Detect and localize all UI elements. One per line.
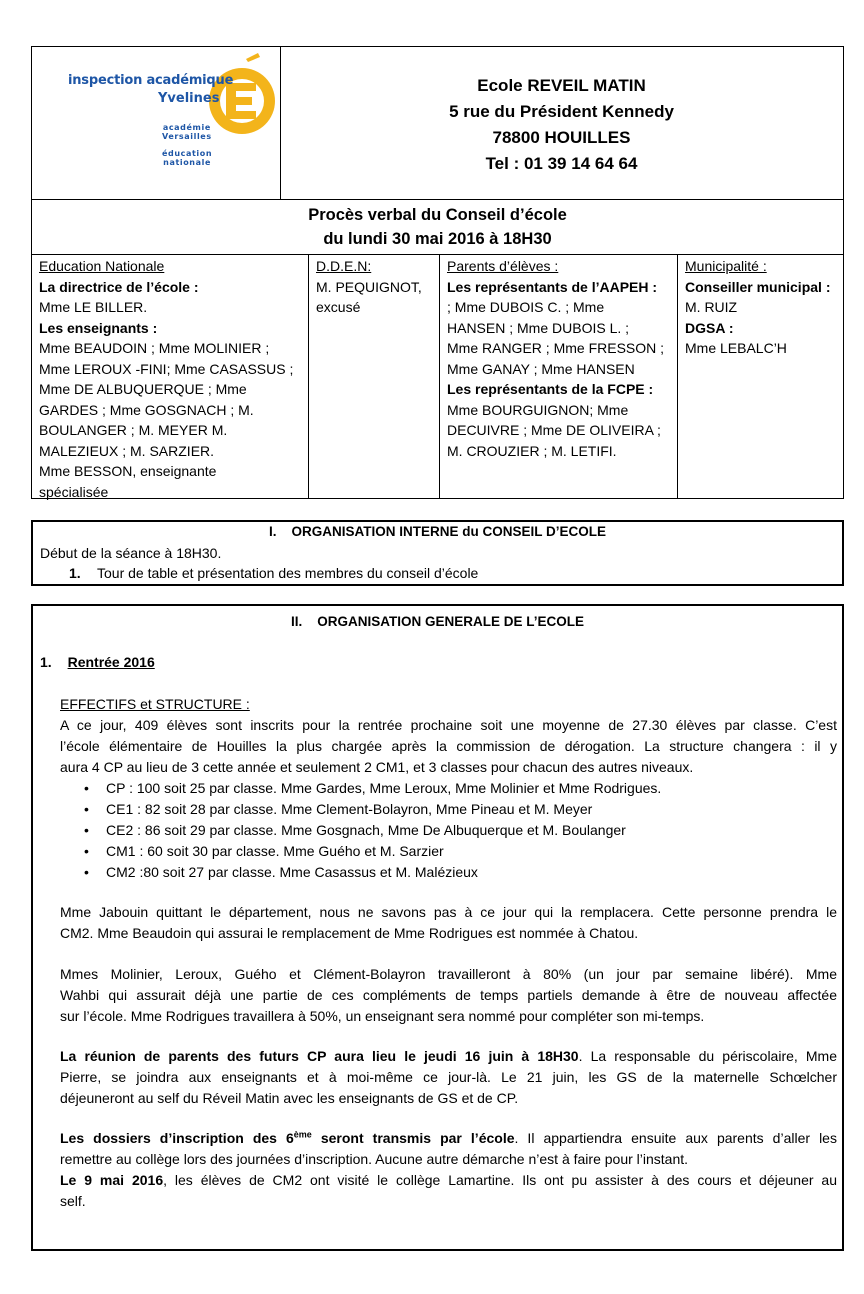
jabouin-paragraph: [60, 902, 837, 944]
directrice-name: Mme LE BILLER.: [39, 299, 148, 315]
enseignants-line: Mme DE ALBUQUERQUE ; Mme: [39, 381, 247, 397]
logo-cell: [32, 47, 281, 199]
enseignants-line: Mme LEROUX -FINI; Mme CASASSUS ;: [39, 360, 294, 377]
ddel-column: [309, 255, 440, 498]
title-line1: Procès verbal du Conseil d’école: [308, 206, 567, 224]
agenda-item: [33, 563, 842, 584]
directrice-label: La directrice de l’école :: [39, 278, 199, 295]
column-heading: D.D.E.N:: [316, 258, 372, 274]
conseiller-label: Conseiller municipal :: [685, 278, 831, 295]
list-item: • CE2 : 86 soit 29 par classe. Mme Gosgnach, Mme De Albuquerque et M. Boulanger: [60, 820, 837, 841]
ddel-line: M. PEQUIGNOT,: [316, 278, 422, 295]
participants-table: [31, 254, 844, 499]
logo-line1: inspection académique: [68, 73, 234, 88]
enseignants-line: Mme BEAUDOIN ; Mme MOLINIER ;: [39, 340, 270, 356]
effectifs-heading: EFFECTIFS et STRUCTURE :: [60, 696, 250, 712]
school-city: 78800 HOUILLES: [492, 128, 631, 147]
list-item: • CM2 :80 soit 27 par classe. Mme Casassus et M. Malézieux: [60, 862, 837, 883]
text-line: self.: [60, 1193, 86, 1209]
dgsa-label: DGSA :: [685, 319, 734, 336]
list-item: • CM1 : 60 soit 30 par classe. Mme Guého et M. Sarzier: [60, 841, 837, 862]
effectifs-block: [60, 694, 837, 883]
school-address: 5 rue du Président Kennedy: [449, 102, 674, 121]
aapeh-line: Mme GANAY ; Mme HANSEN: [447, 360, 635, 377]
reunion-paragraph: [60, 1046, 837, 1109]
text-line: A ce jour, 409 élèves sont inscrits pour la rentrée prochaine soit une moyenne de 27.30 élèves par classe. C’est: [60, 717, 837, 733]
section-organisation-generale: [31, 604, 844, 1251]
aapeh-line: ; Mme DUBOIS C. ; Mme: [447, 299, 605, 315]
text-line: l’école élémentaire de Houilles la plus chargée après la commission de dérogation. La structure changera : il y: [60, 738, 837, 754]
conseiller-name: M. RUIZ: [685, 299, 738, 315]
enseignants-line: GARDES ; Mme GOSGNACH ; M.: [39, 401, 254, 418]
fcpe-label: Les représentants de la FCPE :: [447, 381, 654, 397]
logo-line2: Yvelines: [158, 91, 220, 106]
temps-partiel-paragraph: [60, 964, 837, 1027]
enseignants-line: BOULANGER ; M. MEYER M.: [39, 422, 228, 438]
aapeh-line: HANSEN ; Mme DUBOIS L. ;: [447, 319, 630, 336]
fcpe-line: M. CROUZIER ; M. LETIFI.: [447, 442, 617, 459]
subsection-number: 1.: [40, 654, 52, 670]
column-heading: Education Nationale: [39, 258, 165, 274]
aapeh-label: Les représentants de l’AAPEH :: [447, 278, 658, 295]
dgsa-name: Mme LEBALC’H: [685, 340, 787, 356]
section-organisation-interne: [31, 520, 844, 586]
agenda-item-text: Tour de table et présentation des membres du conseil d’école: [97, 565, 479, 581]
list-item: • CP : 100 soit 25 par classe. Mme Gardes, Mme Leroux, Mme Molinier et Mme Rodrigues.: [60, 778, 837, 799]
enseignants-line: spécialisée: [39, 483, 109, 500]
column-heading: Parents d’élèves :: [447, 258, 559, 274]
text-line: La réunion de parents des futurs CP aura lieu le jeudi 16 juin à 18H30. La responsable du périscolaire, Mme: [60, 1048, 838, 1064]
fcpe-line: Mme BOURGUIGNON; Mme: [447, 401, 629, 418]
text-line: Le 9 mai 2016, les élèves de CM2 ont visité le collège Lamartine. Ils ont pu assister à des cours et déjeuner au: [60, 1172, 838, 1188]
school-info: [280, 47, 843, 225]
classes-list: [60, 778, 837, 883]
document-header: [31, 46, 844, 200]
document-title: [31, 200, 844, 255]
text-line: Mme Jabouin quittant le département, nous ne savons pas à ce jour qui la remplacera. Cette personne prendra le: [60, 904, 837, 920]
enseignants-line: MALEZIEUX ; M. SARZIER.: [39, 442, 215, 459]
ddel-line: excusé: [316, 299, 361, 315]
text-line: déjeuneront au self du Réveil Matin avec les enseignants de GS et de CP.: [60, 1090, 519, 1106]
text-line: Mmes Molinier, Leroux, Guého et Clément-Bolayron travailleront à 80% (un jour par semaine libéré). Mme: [60, 966, 837, 982]
text-line: Pierre, se joindra aux enseignants et à moi-même ce jour-là. Le 21 juin, les GS de la maternelle Schœlcher: [60, 1069, 837, 1085]
enseignants-label: Les enseignants :: [39, 319, 158, 336]
agenda-item-number: 1.: [69, 565, 81, 581]
reunion-highlight: La réunion de parents des futurs CP aura lieu le jeudi 16 juin à 18H30: [60, 1048, 579, 1064]
subsection-heading: [40, 652, 155, 673]
dossiers-highlight: Les dossiers d’inscription des 6ème seront transmis par l’école: [60, 1129, 515, 1146]
municipalite-column: [678, 255, 843, 498]
aapeh-line: Mme RANGER ; Mme FRESSON ;: [447, 340, 665, 356]
logo-education: éducation nationale: [162, 149, 213, 167]
enseignants-line: Mme BESSON, enseignante: [39, 463, 217, 479]
dossiers-paragraph: [60, 1128, 837, 1212]
parents-column: [440, 255, 678, 498]
section-title: II. ORGANISATION GENERALE DE L’ECOLE: [290, 614, 585, 629]
logo-academie: académie Versailles: [162, 123, 212, 141]
visite-date: Le 9 mai 2016: [60, 1172, 164, 1188]
school-name: Ecole REVEIL MATIN: [477, 76, 646, 95]
education-nationale-column: [32, 255, 309, 498]
title-line2: du lundi 30 mai 2016 à 18H30: [323, 230, 552, 248]
subsection-title: Rentrée 2016: [67, 654, 155, 670]
column-heading: Municipalité :: [685, 258, 767, 274]
section-title: I. ORGANISATION INTERNE du CONSEIL D’ECOLE: [268, 524, 607, 539]
seance-start: Début de la séance à 18H30.: [40, 544, 222, 561]
school-phone: Tel : 01 39 14 64 64: [485, 154, 638, 173]
text-line: aura 4 CP au lieu de 3 cette année et seulement 2 CM1, et 3 classes pour chacun des autres niveaux.: [60, 759, 694, 775]
text-line: Wahbi qui assurait déjà une partie de ces compléments de temps partiels demande à être de nouveau affectée: [60, 987, 837, 1003]
text-line: CM2. Mme Beaudoin qui assurai le remplacement de Mme Rodrigues est nommée à Chatou.: [60, 925, 639, 941]
text-line: Les dossiers d’inscription des 6ème seront transmis par l’école. Il appartiendra ensuite aux parents d’aller les: [60, 1129, 837, 1146]
text-line: remettre au collège lors des journées d’inscription. Aucune autre démarche n’est à faire pour l’instant.: [60, 1151, 689, 1167]
list-item: • CE1 : 82 soit 28 par classe. Mme Clement-Bolayron, Mme Pineau et M. Meyer: [60, 799, 837, 820]
text-line: sur l’école. Mme Rodrigues travaillera à 50%, un enseignant sera nommé pour compléter son mi-temps.: [60, 1008, 705, 1024]
fcpe-line: DECUIVRE ; Mme DE OLIVEIRA ;: [447, 422, 661, 438]
